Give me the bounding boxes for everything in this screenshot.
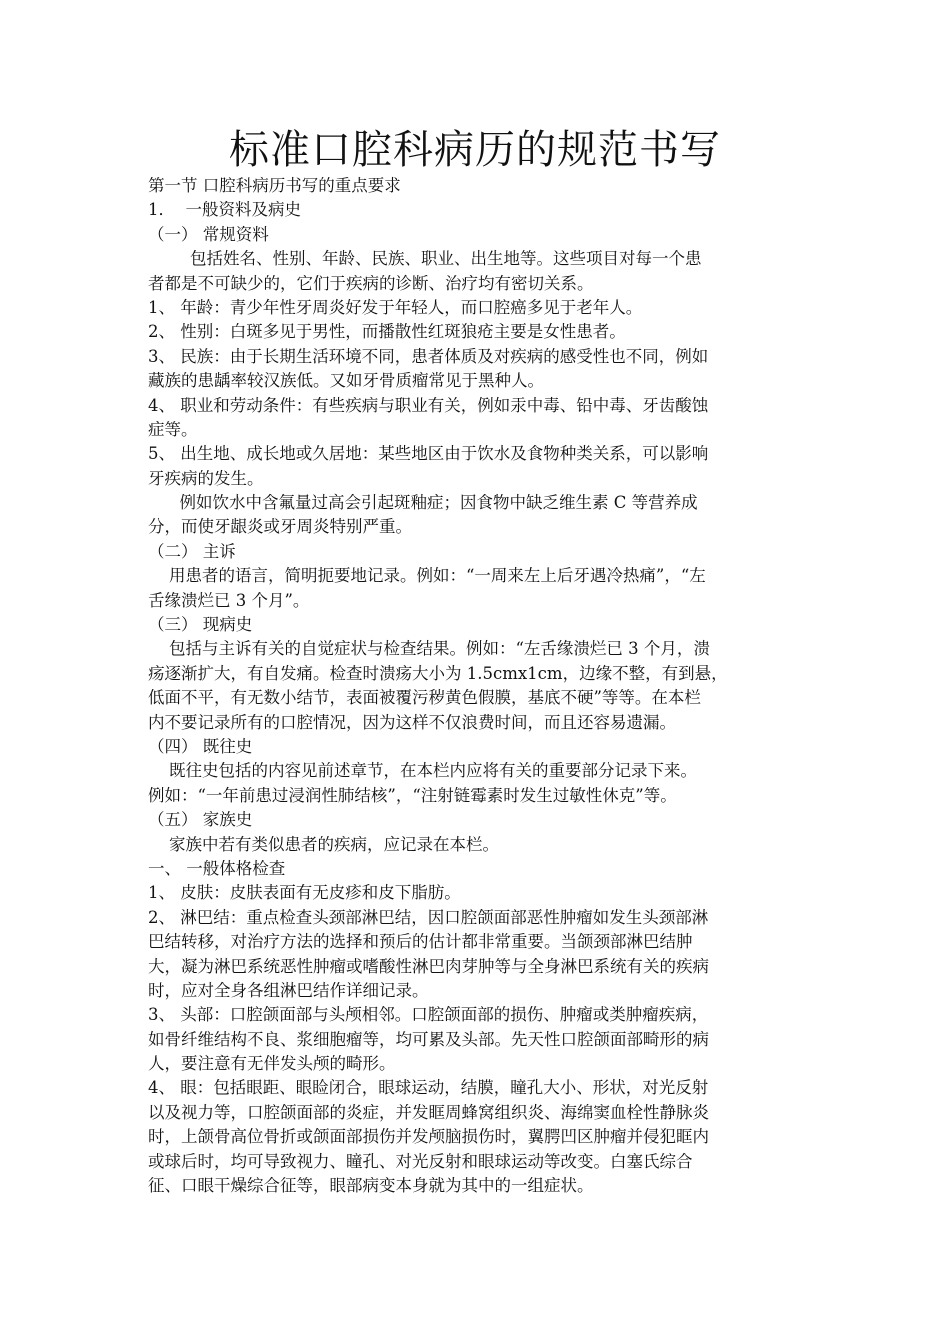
- text-line: 用患者的语言，简明扼要地记录。例如：“一周来左上后牙遇冷热痛”，“左: [148, 566, 706, 586]
- text-line: 低面不平，有无数小结节，表面被覆污秽黄色假膜，基底不硬”等等。在本栏: [148, 688, 701, 708]
- text-line: 例如：“一年前患过浸润性肺结核”，“注射链霉素时发生过敏性休克”等。: [148, 785, 677, 805]
- text-line: 征、口眼干燥综合征等，眼部病变本身就为其中的一组症状。: [148, 1176, 594, 1196]
- page-title: 标准口腔科病历的规范书写: [229, 127, 721, 173]
- text-line: （三） 现病史: [148, 615, 253, 635]
- text-line: 以及视力等，口腔颌面部的炎症，并发眶周蜂窝组织炎、海绵窦血栓性静脉炎: [148, 1102, 709, 1122]
- text-line: 时，应对全身各组淋巴结作详细记录。: [148, 980, 429, 1000]
- text-line: 3、 头部：口腔颌面部与头颅相邻。口腔颌面部的损伤、肿瘤或类肿瘤疾病，: [148, 1005, 709, 1025]
- text-line: 症等。: [148, 419, 198, 439]
- text-line: 舌缘溃烂已 3 个月”。: [148, 590, 310, 610]
- text-line: 4、 眼：包括眼距、眼睑闭合，眼球运动，结膜，瞳孔大小、形状，对光反射: [148, 1078, 709, 1098]
- text-line: 既往史包括的内容见前述章节，在本栏内应将有关的重要部分记录下来。: [148, 761, 697, 781]
- text-line: 第一节 口腔科病历书写的重点要求: [148, 176, 401, 195]
- text-line: 者都是不可缺少的，它们于疾病的诊断、治疗均有密切关系。: [148, 273, 594, 293]
- text-line: 5、 出生地、成长地或久居地：某些地区由于饮水及食物种类关系，可以影响: [148, 444, 709, 464]
- text-line: 1、 皮肤：皮肤表面有无皮疹和皮下脂肪。: [148, 883, 461, 903]
- text-line: 4、 职业和劳动条件：有些疾病与职业有关，例如汞中毒、铅中毒、牙齿酸蚀: [148, 395, 709, 415]
- text-line: 1． 一般资料及病史: [148, 200, 301, 220]
- text-line: 包括姓名、性别、年龄、民族、职业、出生地等。这些项目对每一个患: [148, 249, 702, 269]
- text-line: 疡逐渐扩大，有自发痛。检查时溃疡大小为 1.5cmx1cm，边缘不整，有到悬，: [148, 663, 728, 683]
- text-line: 3、 民族：由于长期生活环境不同，患者体质及对疾病的感受性也不同，例如: [148, 346, 709, 366]
- text-line: 家族中若有类似患者的疾病，应记录在本栏。: [148, 834, 499, 854]
- text-line: （四） 既往史: [148, 736, 253, 756]
- text-line: 1、 年龄：青少年性牙周炎好发于年轻人，而口腔癌多见于老年人。: [148, 297, 643, 317]
- text-line: 包括与主诉有关的自觉症状与检查结果。例如：“左舌缘溃烂已 3 个月，溃: [148, 639, 710, 659]
- text-line: 分，而使牙龈炎或牙周炎特别严重。: [148, 517, 412, 537]
- text-line: 或球后时，均可导致视力、瞳孔、对光反射和眼球运动等改变。白塞氏综合: [148, 1151, 693, 1171]
- text-line: 牙疾病的发生。: [148, 468, 264, 488]
- text-line: 时，上颌骨高位骨折或颌面部损伤并发颅脑损伤时，翼腭凹区肿瘤并侵犯眶内: [148, 1127, 709, 1147]
- text-line: 人，要注意有无伴发头颅的畸形。: [148, 1054, 396, 1074]
- document-body: [148, 174, 808, 1198]
- text-line: 大，凝为淋巴系统恶性肿瘤或嗜酸性淋巴肉芽肿等与全身淋巴系统有关的疾病: [148, 956, 709, 976]
- text-line: 2、 性别：白斑多见于男性，而播散性红斑狼疮主要是女性患者。: [148, 322, 626, 342]
- text-line: （五） 家族史: [148, 810, 253, 830]
- text-line: 一、 一般体格检查: [148, 858, 286, 878]
- text-line: 例如饮水中含氟量过高会引起斑釉症；因食物中缺乏维生素 C 等营养成: [148, 493, 698, 513]
- text-line: 巴结转移，对治疗方法的选择和预后的估计都非常重要。当颌颈部淋巴结肿: [148, 932, 693, 952]
- text-line: 2、 淋巴结：重点检查头颈部淋巴结，因口腔颌面部恶性肿瘤如发生头颈部淋: [148, 907, 709, 927]
- text-line: （一） 常规资料: [148, 224, 269, 244]
- text-line: （二） 主诉: [148, 541, 236, 561]
- text-line: 如骨纤维结构不良、浆细胞瘤等，均可累及头部。先天性口腔颌面部畸形的病: [148, 1029, 709, 1049]
- text-line: 内不要记录所有的口腔情况，因为这样不仅浪费时间，而且还容易遗漏。: [148, 712, 676, 732]
- text-line: 藏族的患龋率较汉族低。又如牙骨质瘤常见于黑种人。: [148, 371, 544, 391]
